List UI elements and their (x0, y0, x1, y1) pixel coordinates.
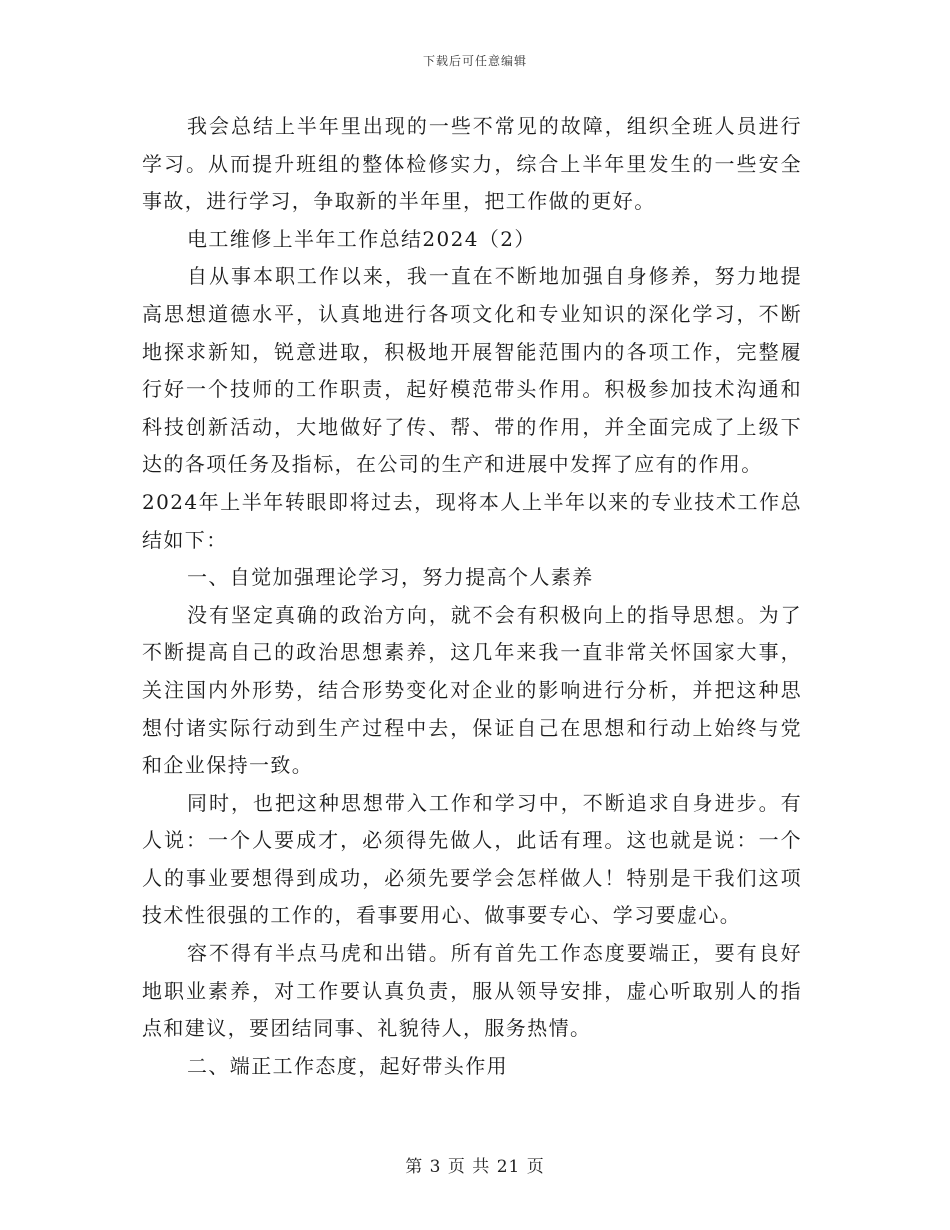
page-number-footer: 第 3 页 共 21 页 (405, 1157, 545, 1177)
paragraph-self-improvement: 同时，也把这种思想带入工作和学习中，不断追求自身进步。有人说：一个人要成才，必须得先做人，此话有理。这也就是说：一个人的事业要想得到成功，必须先要学会怎样做人！特别是干我们这项技术性很强的工作的，看事要用心、做事要专心、学习要虚心。 (142, 790, 802, 928)
document-body (142, 108, 802, 1085)
paragraph-closing-summary: 我会总结上半年里出现的一些不常见的故障，组织全班人员进行学习。从而提升班组的整体检修实力，综合上半年里发生的一些安全事故，进行学习，争取新的半年里，把工作做的更好。 (142, 114, 802, 214)
heading-part-two: 二、端正工作态度，起好带头作用 (187, 1053, 508, 1078)
section-title: 电工维修上半年工作总结2024（2） (187, 226, 536, 251)
paragraph-political-direction: 没有坚定真确的政治方向，就不会有积极向上的指导思想。为了不断提高自己的政治思想素养，这几年来我一直非常关怀国家大事，关注国内外形势，结合形势变化对企业的影响进行分析，并把这种思想付诸实际行动到生产过程中去，保证自己在思想和行动上始终与党和企业保持一致。 (142, 602, 802, 778)
paragraph-overview: 2024年上半年转眼即将过去，现将本人上半年以来的专业技术工作总结如下： (142, 489, 802, 552)
heading-part-one: 一、自觉加强理论学习，努力提高个人素养 (187, 565, 594, 590)
page-header: 下载后可任意编辑 (422, 54, 527, 68)
paragraph-work-attitude: 容不得有半点马虎和出错。所有首先工作态度要端正，要有良好地职业素养，对工作要认真负责，服从领导安排，虚心听取别人的指点和建议，要团结同事、礼貌待人，服务热情。 (142, 941, 802, 1041)
paragraph-intro: 自从事本职工作以来，我一直在不断地加强自身修养，努力地提高思想道德水平，认真地进行各项文化和专业知识的深化学习，不断地探求新知，锐意进取，积极地开展智能范围内的各项工作，完整履行好一个技师的工作职责，起好模范带头作用。积极参加技术沟通和科技创新活动，大地做好了传、帮、带的作用，并全面完成了上级下达的各项任务及指标，在公司的生产和进展中发挥了应有的作用。 (142, 264, 802, 477)
